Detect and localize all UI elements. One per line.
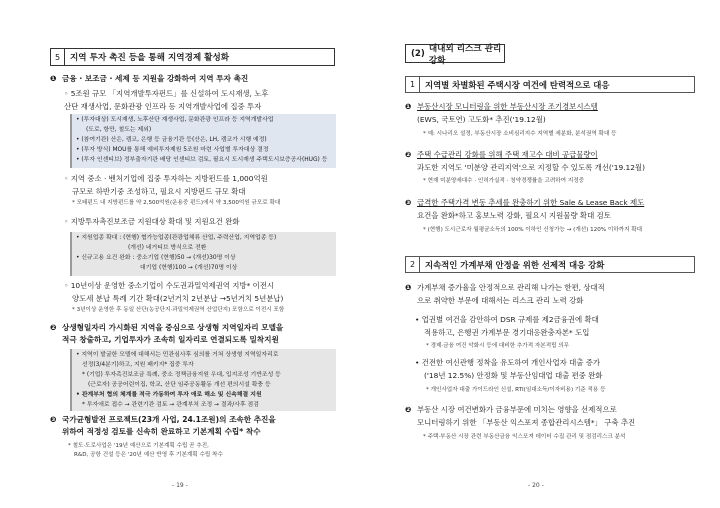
fund-detail-line3: • (참여기관) 산은, 캠코, 은행 등 금융기관 등(산은, LH, 캠코가 시행 예정)	[76, 137, 267, 143]
housing-item-3	[405, 197, 700, 222]
housing-item-1	[405, 101, 700, 126]
debt-item-2-note: * 주택·부동산 시장 관련 부동산금융 익스포져 데이터 수집 관리 및 점검리스크 분석	[423, 434, 626, 440]
bullet-venture-line2: 규모로 하반기중 조성하고, 필요시 지방펀드 규모 확대	[72, 186, 246, 196]
housing-item-1-line1: 부동산시장 모니터링을 위한 부동산시장 조기경보시스템	[417, 102, 598, 111]
section-number: 5	[51, 49, 65, 65]
bullet-transfer-line2: 양도세 분납 특례 기간 확대(2년거치 2년분납 →5년거치 5년분납)	[72, 293, 284, 303]
debt-item-2-line2: 모니터링하기 위한 「부동산 익스포져 종합관리시스템*」 구축 추진	[417, 417, 636, 427]
subsidy-detail-line1: • 지원업종 확대 : (현행) 협가능업종(관광업체류 산업, 주력산업, 지역업종 등)	[76, 235, 277, 241]
housing-item-3-line2: 요건을 완화*하고 홍보노력 강화, 필요시 지원물량 확대 검토	[417, 210, 611, 220]
transfer-note: * 3년이상 운영한 후 동일 산단(농공단지·과밀억제권역 산업단지) 포함으로 이전시 포함	[72, 307, 285, 313]
housing-item-3-note: * (현행) 도시근로자 월평균소득의 100% 이하인 신청가능 → (개선) 120% 이하까지 확대	[423, 227, 643, 233]
chapter-number: (2)	[411, 48, 425, 59]
subsection-1-title: 지역별 차별화된 주택시장 여건에 탄력적으로 대응	[425, 79, 610, 90]
venture-note: * 모태펀드 내 지방펀드를 약 2,500억원(운용중 펀드)에서 약 3,500억원 규모로 확대	[72, 200, 281, 206]
debt-bullet-sme-note: * 개인사업자 대출 가이드라인 신설, RTI(임대소득/이자비용) 기준 적용 등	[426, 387, 606, 393]
item-2	[50, 322, 340, 346]
fund-detail-line4: • (투자 방식) MOU를 통해 예비투자제원 5조원 마련 사업별 투자대상 결정	[76, 147, 269, 153]
subsection-2-number: 2	[406, 257, 420, 272]
debt-item-2-line1: 부동산 시장 여건변화가 금융부문에 미치는 영향을 선제적으로	[417, 405, 617, 414]
circle-number-2-icon: ❷	[405, 150, 412, 159]
subsection-2-header	[405, 256, 695, 273]
debt-bullet-sme-line2: ('18년 12.5%) 안정화 및 부동산임대업 대출 편중 완화	[424, 370, 603, 380]
fund-detail-line1: • (투자대상) 도시재생, 노후산단 재생사업, 문화관광 인프라 등 지역개발사업	[76, 117, 274, 123]
housing-item-2-line1: 주택 수급관리 강화를 위해 주택 재고수 대비 공급물량이	[417, 150, 598, 159]
bullet-venture-fund	[64, 173, 340, 198]
subsidy-detail-box	[70, 232, 336, 276]
jobs-detail-line6: * 투자애로 접수 → 관련기관 검토 → 관계부처 조정 → 결과/사후 점검	[82, 402, 259, 408]
debt-bullet-dsr-note: * 경제·금융 여건 악화시 등에 대비한 추가적 자본적립 의무	[426, 343, 570, 349]
subsection-2-title: 지속적인 가계부채 안정을 위한 선제적 대응 강화	[425, 259, 605, 270]
section-title: 지역 투자 촉진 등을 통해 지역경제 활성화	[70, 53, 230, 63]
jobs-detail-line5: • 관계부처 협의 체계를 적극 가동하여 투자 애로 해소 및 신속해결 지원	[76, 392, 262, 398]
fund-detail-line2: (도로, 항만, 철도는 제외)	[86, 127, 152, 133]
item-2-line1: 상생형일자리 가시화된 지역을 중심으로 상생형 지역일자리 모델을	[62, 323, 284, 332]
bullet-fund	[64, 88, 340, 113]
fund-detail-box	[70, 114, 336, 168]
circle-number-1-icon: ❶	[405, 283, 412, 292]
project-note	[68, 442, 340, 460]
item-1-text: 금융 · 보조금 · 세제 등 지원을 강화하여 지역 투자 촉진	[62, 74, 249, 83]
jobs-detail-line1: • 지역이 발굴한 모델에 대해서는 민관심사후 심의를 거쳐 상생형 지역일자리로	[76, 352, 279, 358]
circle-number-3-icon: ❸	[405, 198, 412, 207]
circle-number-2-icon: ❷	[50, 323, 57, 332]
jobs-detail-line2: 선정(3/4분기)하고, 지원 패키지* 집중 투자	[82, 362, 194, 368]
section-header	[50, 48, 335, 66]
debt-bullet-dsr-line2: 적용하고, 은행권 가계부문 경기대응완충자본* 도입	[424, 327, 590, 337]
jobs-detail-line3: * (기업) 투자촉진보조금 특례, 중소 정책금융지원 우대, 입지조성 기반조성 등	[82, 372, 281, 378]
subsidy-detail-line2: (개선) 네거티브 방식으로 전환	[128, 245, 207, 251]
debt-bullet-dsr-line1: • 업권별 여건을 감안하여 DSR 규제를 제2금융권에 확대	[415, 315, 599, 324]
housing-item-2	[405, 149, 700, 174]
bullet-transfer-tax	[64, 280, 340, 305]
fund-detail-line5: • (투자 인센티브) 정부출자기관 배당 인센티브 검토, 필요시 도시재생 주택도시보증공사(HUG) 등	[76, 157, 328, 163]
jobs-detail-line4: (근로자) 공공어린이집, 학교, 산단 임주공동활동 개선 편의시설 확충 등	[88, 382, 271, 388]
circle-number-1-icon: ❶	[50, 74, 57, 83]
housing-item-3-line1: 급격한 주택가격 변동 추세를 완충하기 위한 Sale & Lease Back 제도	[417, 198, 645, 207]
project-note-line1: * 철도·도로사업은 '19년 예산으로 기본계획 수립 곧 추진,	[68, 443, 209, 449]
project-note-line2: R&D, 공항 건설 등은 '20년 예산 반영 후 기본계획 수립 착수	[74, 452, 223, 458]
debt-item-1-line2: 으로 취약한 부문에 대해서는 리스크 관리 노력 강화	[417, 295, 584, 305]
subsection-1-header	[405, 76, 695, 93]
chapter-title: 대내외 리스크 관리 강화	[428, 43, 502, 66]
circle-number-2-icon: ❷	[405, 405, 412, 414]
item-3-line2: 위하여 적정성 검토를 신속히 완료하고 기본계획 수립* 착수	[62, 427, 261, 436]
subsidy-detail-line4: 대기업 (현행)100 → (개선)70명 이상	[140, 265, 238, 271]
debt-bullet-sme	[415, 357, 700, 382]
item-2-line2: 적극 창출하고, 기업투자가 조속히 일자리로 연결되도록 밀착지원	[62, 335, 279, 344]
bullet-transfer-line1: ◦ 10년이상 운영한 중소기업이 수도권과밀억제권역 지방* 이전시	[64, 281, 275, 290]
bullet-fund-line1: ◦ 5조원 규모 「지역개발투자펀드」를 신설하여 도시재생, 노후	[64, 89, 269, 98]
bullet-fund-line2: 산단 재생사업, 문화관광 인프라 등 지역개발사업에 집중 투자	[64, 101, 262, 111]
chapter-header	[405, 43, 505, 66]
housing-item-1-note: * 예: 시나리오 설정, 부동산시장 소비심리지수 지역별 세분화, 분석권역 확대 등	[423, 131, 617, 137]
bullet-subsidy: ◦ 지방투자촉진보조금 지원대상 확대 및 지원요건 완화	[64, 217, 240, 226]
debt-item-1	[405, 282, 700, 307]
page-number: - 19 -	[172, 482, 188, 489]
housing-item-2-line2: 과도한 지역도 '미분양 관리지역'으로 지정할 수 있도록 개선('19.12월)	[417, 162, 645, 172]
debt-bullet-dsr	[415, 314, 700, 339]
circle-number-3-icon: ❸	[50, 415, 57, 424]
debt-bullet-sme-line1: • 건전한 여신관행 정착을 유도하여 개인사업자 대출 증가	[415, 358, 601, 367]
housing-item-1-line2: (EWS, 국토연) 고도화* 추진('19.12월)	[417, 114, 546, 124]
item-3-line1: 국가균형발전 프로젝트(23개 사업, 24.1조원)의 조속한 추진을	[62, 415, 276, 424]
subsection-1-number: 1	[406, 77, 420, 92]
bullet-venture-line1: ◦ 지역 중소 · 벤처기업에 집중 투자하는 지방펀드를 1,000억원	[64, 174, 268, 183]
debt-item-1-line1: 가계부채 증가율을 안정적으로 관리해 나가는 한편, 상대적	[417, 283, 605, 292]
circle-number-1-icon: ❶	[405, 102, 412, 111]
jobs-detail-box	[70, 349, 336, 411]
debt-item-2	[405, 404, 700, 429]
item-1	[50, 73, 340, 85]
page-number: - 20 -	[528, 482, 544, 489]
item-3	[50, 414, 340, 438]
subsidy-detail-line3: • 신규고용 요건 완화 : 중소기업 (현행)50 → (개선)30명 이상	[76, 255, 236, 261]
page-right	[360, 0, 720, 508]
housing-item-2-note: * 현재 미분양세대수 · 인허가실적 · 청약경쟁률을 고려하여 지정중	[423, 178, 585, 184]
